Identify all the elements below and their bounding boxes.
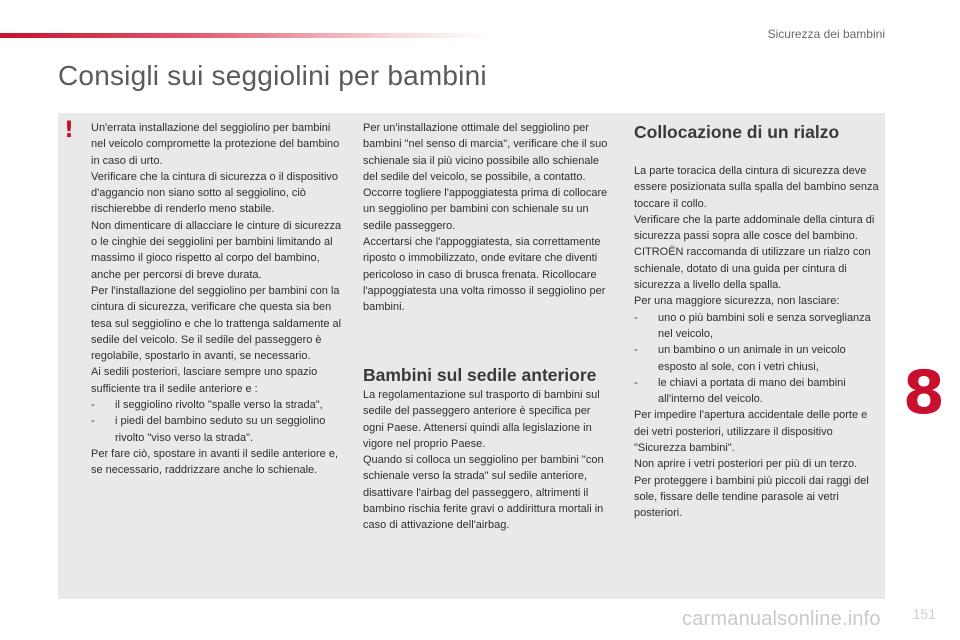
paragraph: Non aprire i vetri posteriori per più di un terzo. [634,458,858,471]
paragraph: Verificare che la cintura di sicurezza o il dispositivo d'aggancio non siano sotto al seggiolino, ciò rischierebbe di renderlo meno stabile. [91,170,339,216]
list-dash: - [634,311,638,324]
warning-icon: ! [64,118,75,143]
list-item-text: le chiavi a portata di mano dei bambini all'interno del veicolo. [658,376,846,406]
list-item-text: i piedi del bambino seduto su un seggiolino rivolto "viso verso la strada". [115,415,326,444]
list-item [634,375,884,408]
installation-column [363,120,613,316]
watermark: carmanualsonline.info [682,608,881,630]
paragraph: Accertarsi che l'appoggiatesta, sia correttamente riposto o immobilizzato, onde evitare che diventi pericoloso in caso di brusca frenata. Ricollocare l'appoggiatesta una volta rimosso il seggiolino per bambini. [363,236,606,314]
paragraph: Per proteggere i bambini più piccoli dai raggi del sole, fissare delle tendine parasole ai vetri posteriori. [634,474,869,520]
booster-column [634,163,884,522]
paragraph: Per una maggiore sicurezza, non lasciare: [634,295,840,308]
paragraph: Verificare che la parte addominale della cintura di sicurezza passi sopra alle cosce del bambino. [634,213,875,243]
list-item [91,413,346,446]
list-item-text: uno o più bambini soli e senza sorveglianza nel veicolo, [658,311,871,340]
list-dash: - [634,344,638,357]
page-title: Consigli sui seggiolini per bambini [58,60,487,91]
page-number: 151 [912,606,936,622]
front-seat-column [363,387,613,534]
paragraph: Quando si colloca un seggiolino per bambini "con schienale verso la strada" sul sedile anteriore, disattivare l'airbag del passeggero, altrimenti il bambino rischia ferite gravi o addirittura mortali in caso di attivazione dell'airbag. [363,454,604,532]
paragraph: Per fare ciò, spostare in avanti il sedile anteriore e, se necessario, raddrizzare anche lo schienale. [91,447,339,477]
chapter-number: 8 [903,358,945,428]
list-dash: - [634,376,638,389]
list-dash: - [91,399,95,412]
paragraph: Ai sedili posteriori, lasciare sempre uno spazio sufficiente tra il sedile anteriore e : [91,366,318,395]
paragraph: La regolamentazione sul trasporto di bambini sul sedile del passeggero anteriore è specifica per ogni Paese. Attenersi quindi alla legislazione in vigore nel proprio Paese. [363,389,600,450]
paragraph: Per impedire l'apertura accidentale delle porte e dei vetri posteriori, utilizzare il dispositivo "Sicurezza bambini". [634,409,868,455]
section-label: Sicurezza dei bambini [767,27,885,41]
paragraph: Un'errata installazione del seggiolino per bambini nel veicolo compromette la protezione del bambino in caso di urto. [91,122,340,167]
list-item [634,310,884,343]
paragraph: Non dimenticare di allacciare le cinture di sicurezza o le cinghie dei seggiolini per bambini limitando al massimo il gioco rispetto al corpo del bambino, anche per percorsi di breve durata. [91,219,342,281]
paragraph: Occorre togliere l'appoggiatesta prima di collocare un seggiolino per bambini con schienale su un sedile passeggero. [363,187,608,232]
paragraph: Per l'installazione del seggiolino per bambini con la cintura di sicurezza, verificare che questa sia ben tesa sul seggiolino e che lo trattenga saldamente al sedile del veicolo. Se il sedile del passeggero è regolabile, spostarlo in avanti, se necessario. [91,284,342,363]
list-item [91,397,346,413]
list-item-text: un bambino o un animale in un veicolo esposto al sole, con i vetri chiusi, [658,344,846,373]
header-accent-bar [0,33,490,38]
paragraph: Per un'installazione ottimale del seggiolino per bambini "nel senso di marcia", verificare che il suo schienale sia il più vicino possibile allo schienale del sedile del veicolo, se possibile, a contatto. [363,122,608,183]
paragraph: CITROËN raccomanda di utilizzare un rialzo con schienale, dotato di una guida per cintura di sicurezza a livello della spalla. [634,246,871,292]
warning-column [91,120,346,479]
front-seat-heading: Bambini sul sedile anteriore [363,365,597,385]
paragraph: La parte toracica della cintura di sicurezza deve essere posizionata sulla spalla del bambino senza toccare il collo. [634,165,879,210]
booster-heading: Collocazione di un rialzo [634,122,840,142]
list-item-text: il seggiolino rivolto "spalle verso la strada", [115,399,323,412]
list-dash: - [91,415,95,428]
list-item [634,342,884,375]
